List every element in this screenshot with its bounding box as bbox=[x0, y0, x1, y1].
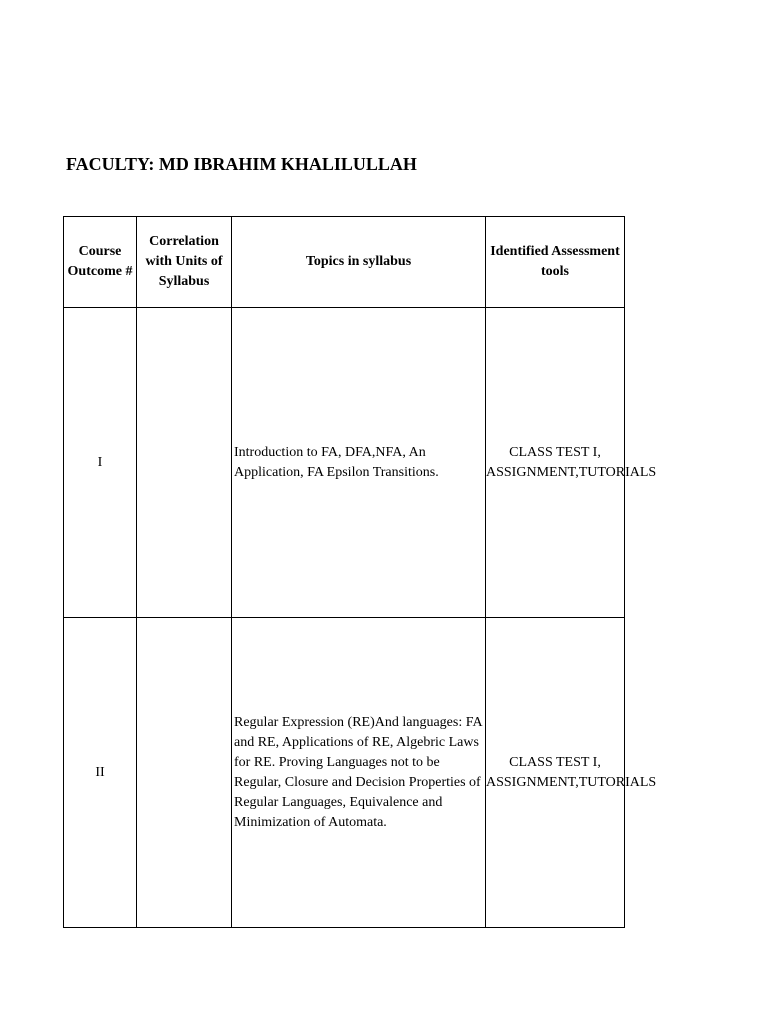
assessment-text: CLASS TEST I, ASSIGNMENT,TUTORIALS bbox=[486, 444, 657, 480]
cell-correlation bbox=[137, 308, 232, 618]
header-assessment-label: Identified Assessment tools bbox=[490, 244, 620, 279]
cell-assessment bbox=[486, 618, 657, 928]
header-assessment bbox=[486, 217, 625, 308]
header-course-outcome-label: Course Outcome # bbox=[67, 244, 133, 279]
header-course-outcome bbox=[64, 217, 137, 308]
outcome-label: II bbox=[95, 764, 105, 780]
cell-assessment bbox=[486, 308, 657, 618]
table-row bbox=[64, 618, 625, 928]
faculty-heading: FACULTY: MD IBRAHIM KHALILULLAH bbox=[66, 154, 417, 174]
topics-text: Introduction to FA, DFA,NFA, An Application, FA Epsilon Transitions. bbox=[234, 444, 439, 480]
assessment-text: CLASS TEST I, ASSIGNMENT,TUTORIALS bbox=[486, 754, 657, 790]
header-correlation bbox=[137, 217, 232, 308]
cell-correlation bbox=[137, 618, 232, 928]
syllabus-table bbox=[63, 216, 657, 928]
cell-outcome bbox=[64, 618, 137, 928]
table-row bbox=[64, 308, 625, 618]
header-topics bbox=[232, 217, 486, 308]
cell-topics bbox=[232, 308, 486, 618]
header-correlation-label: Correlation with Units of Syllabus bbox=[145, 234, 223, 289]
outcome-label: I bbox=[97, 454, 103, 470]
header-topics-label: Topics in syllabus bbox=[305, 254, 412, 269]
cell-outcome bbox=[64, 308, 137, 618]
cell-topics bbox=[232, 618, 486, 928]
topics-text: Regular Expression (RE)And languages: FA and RE, Applications of RE, Algebric Laws for RE. Proving Languages not to be Regular, Closure and Decision Properties of Regular Languages, Equivalence and Minimization of Automata. bbox=[234, 714, 482, 830]
table-header-row bbox=[64, 217, 625, 308]
